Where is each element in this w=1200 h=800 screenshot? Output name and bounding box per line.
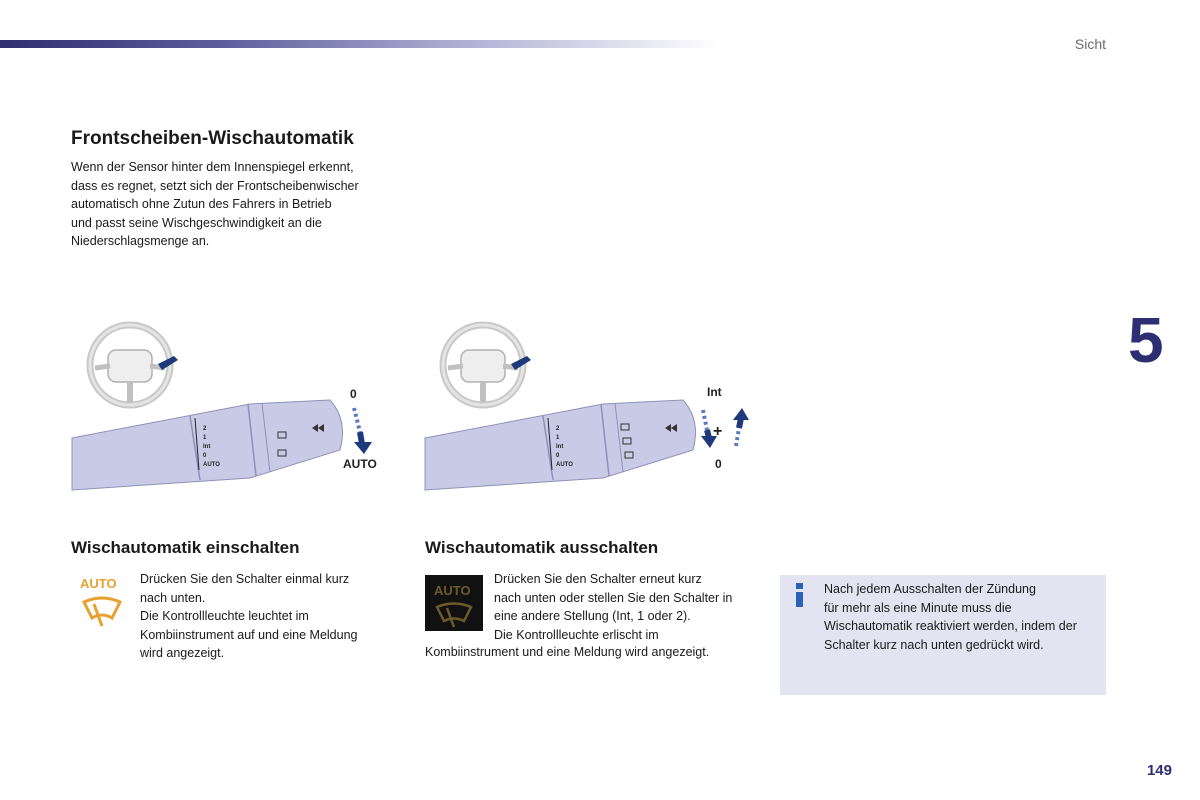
instruction-line: Die Kontrollleuchte erlischt im (494, 627, 659, 642)
deactivate-heading: Wischautomatik ausschalten (425, 538, 659, 557)
instruction-line: wird angezeigt. (140, 646, 225, 660)
intro-line: und passt seine Wischgeschwindigkeit an die (71, 215, 322, 230)
intro-paragraph (71, 158, 401, 251)
position-label-0: 0 (715, 457, 722, 471)
intro-line: Wenn der Sensor hinter dem Innenspiegel erkennt, (71, 160, 354, 174)
instruction-line: Drücken Sie den Schalter einmal kurz (140, 572, 350, 586)
deactivate-instructions (494, 570, 764, 644)
page-number: 149 (1146, 762, 1172, 779)
scale-label: Int (556, 444, 564, 450)
auto-icon-label: AUTO (434, 583, 471, 598)
info-line: für mehr als eine Minute muss die (824, 600, 1012, 615)
info-text (824, 580, 1102, 654)
auto-icon-label: AUTO (80, 576, 117, 591)
position-label-int: Int (707, 385, 722, 399)
wiper-lever-illustration-on (70, 320, 390, 495)
info-line: Nach jedem Ausschalten der Zündung (824, 582, 1036, 596)
position-label-0: 0 (350, 387, 357, 401)
steering-wheel-icon (90, 325, 178, 405)
scale-label: Int (203, 444, 211, 450)
plus-icon: + (713, 423, 723, 440)
scale-label: 0 (556, 453, 560, 459)
position-label-auto: AUTO (343, 457, 377, 471)
scale-label: 0 (203, 453, 207, 459)
auto-wiper-icon (78, 574, 126, 630)
instruction-line: nach unten oder stellen Sie den Schalter in (494, 590, 733, 605)
intro-line: dass es regnet, setzt sich der Frontscheibenwischer (71, 178, 359, 193)
arrow-up-icon (733, 408, 749, 446)
info-icon (793, 582, 807, 608)
deactivate-instructions-end: Kombiinstrument und eine Meldung wird angezeigt. (425, 645, 710, 659)
activate-heading: Wischautomatik einschalten (71, 538, 300, 557)
intro-line: Niederschlagsmenge an. (71, 234, 210, 248)
info-line: Schalter kurz nach unten gedrückt wird. (824, 637, 1044, 652)
instruction-line: Kombiinstrument auf und eine Meldung (140, 627, 358, 642)
page-title: Frontscheiben-Wischautomatik (71, 128, 354, 149)
instruction-line: eine andere Stellung (Int, 1 oder 2). (494, 609, 691, 623)
steering-wheel-icon (443, 325, 531, 405)
scale-label: 1 (203, 435, 207, 441)
scale-label: 2 (203, 426, 207, 432)
scale-label: AUTO (556, 462, 573, 468)
section-label: Sicht (1074, 36, 1106, 52)
wiper-stalk (425, 400, 695, 490)
chapter-number: 5 (1128, 304, 1164, 376)
intro-line: automatisch ohne Zutun des Fahrers in Betrieb (71, 197, 332, 211)
instruction-line: nach unten. (140, 590, 206, 605)
wiper-lever-illustration-off (423, 320, 763, 495)
scale-label: 2 (556, 426, 560, 432)
header-gradient-bar (0, 40, 720, 48)
wiper-stalk (72, 400, 342, 490)
activate-instructions (140, 570, 400, 663)
instruction-line: Drücken Sie den Schalter erneut kurz (494, 572, 702, 586)
instruction-line: Die Kontrollleuchte leuchtet im (140, 609, 309, 623)
scale-label: 1 (556, 435, 560, 441)
auto-wiper-off-icon (425, 575, 483, 631)
scale-label: AUTO (203, 462, 220, 468)
arrow-down-icon (354, 408, 372, 454)
info-line: Wischautomatik reaktiviert werden, indem der (824, 619, 1077, 633)
